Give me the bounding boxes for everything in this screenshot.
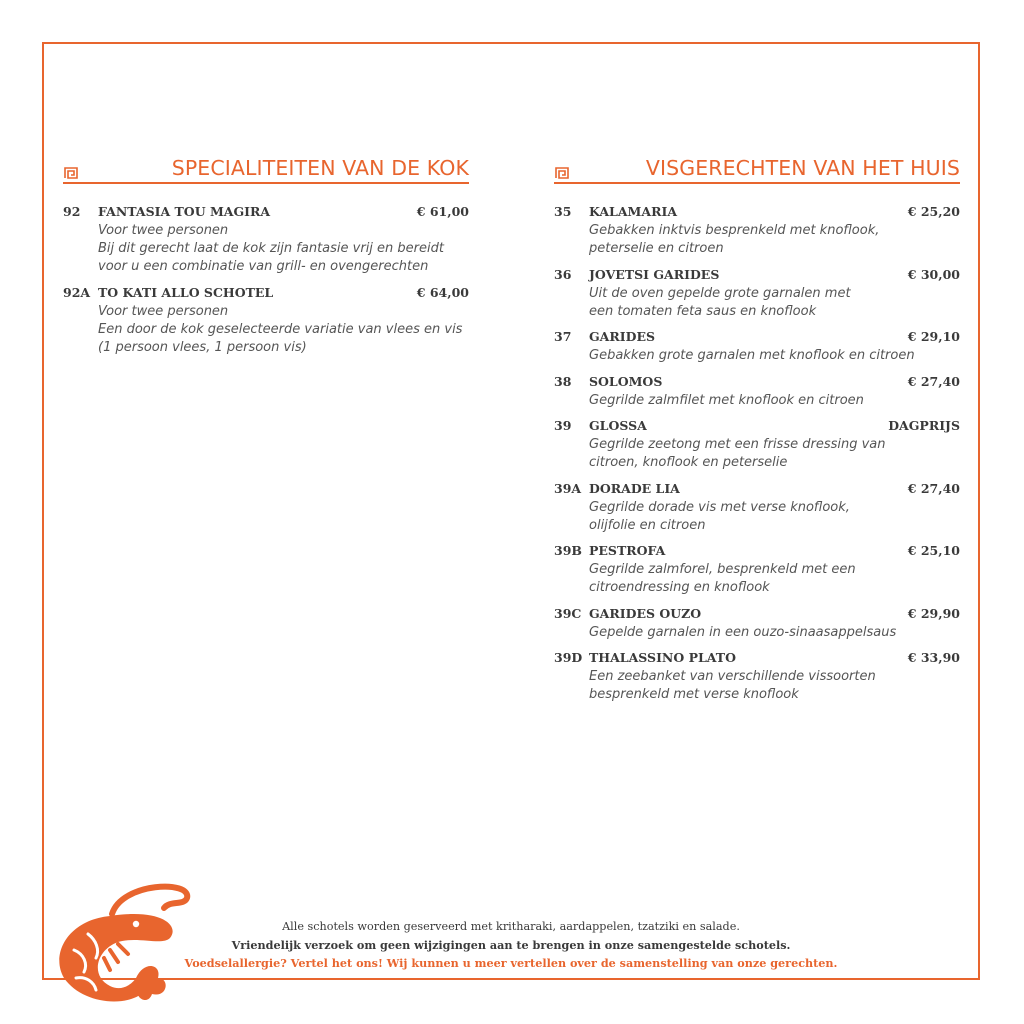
menu-item-header — [554, 329, 960, 347]
menu-item — [554, 606, 960, 642]
description-line: citroen, knoflook en peterselie — [589, 455, 788, 470]
menu-item-description — [589, 668, 960, 704]
menu-item-header — [554, 267, 960, 285]
menu-item-number: 39C — [554, 605, 582, 621]
menu-item — [554, 543, 960, 597]
menu-item-description — [589, 561, 960, 597]
menu-item-header — [554, 418, 960, 436]
description-line: Voor twee personen — [98, 303, 229, 319]
menu-item — [554, 481, 960, 535]
menu-item-number: 39B — [554, 543, 582, 558]
menu-item-name: KALAMARIA — [589, 204, 678, 219]
menu-item-header — [63, 204, 469, 222]
menu-item-name: GLOSSA — [589, 418, 647, 433]
menu-item-number: 37 — [554, 329, 572, 344]
greek-meander-icon — [64, 167, 78, 179]
menu-item-header — [554, 543, 960, 561]
menu-item-price: € 61,00 — [416, 204, 469, 219]
menu-item-number: 38 — [554, 373, 572, 389]
menu-footer — [42, 918, 980, 972]
menu-item-name: GARIDES — [589, 329, 656, 344]
menu-item-header — [554, 481, 960, 499]
section-header — [554, 148, 960, 184]
menu-item-description — [589, 285, 960, 321]
menu-item-name: SOLOMOS — [589, 373, 663, 389]
menu-item-price: € 25,10 — [907, 543, 960, 558]
menu-item-description — [589, 222, 960, 258]
description-line: Gepelde garnalen in een ouzo-sinaasappelsaus — [589, 624, 897, 640]
menu-item-price: € 29,10 — [907, 329, 960, 344]
menu-item-price: € 30,00 — [907, 266, 960, 282]
menu-item-description — [589, 392, 960, 410]
menu-item-header — [554, 606, 960, 624]
menu-item-price: € 27,40 — [907, 480, 960, 496]
menu-item-header — [554, 204, 960, 222]
visgerechten-section — [554, 148, 960, 713]
description-line: Gebakken grote garnalen met knoflook en citroen — [589, 348, 915, 363]
menu-item-name: GARIDES OUZO — [589, 605, 702, 621]
menu-item — [554, 374, 960, 410]
menu-item — [63, 204, 469, 276]
menu-item-description — [98, 303, 469, 357]
section-header — [63, 148, 469, 184]
menu-item-description — [98, 222, 469, 276]
menu-item — [554, 650, 960, 704]
menu-item — [554, 418, 960, 472]
menu-item-price: € 25,20 — [907, 204, 960, 219]
description-line: besprenkeld met verse knoflook — [589, 687, 799, 702]
menu-item-number: 39D — [554, 650, 583, 665]
description-line: peterselie en citroen — [589, 241, 724, 256]
menu-item — [63, 285, 469, 357]
menu-item-price: € 33,90 — [907, 650, 960, 665]
menu-item-name: THALASSINO PLATO — [589, 650, 736, 665]
description-line: Voor twee personen — [98, 223, 229, 238]
description-line: Gegrilde zalmfilet met knoflook en citroen — [589, 392, 864, 408]
menu-item-number: 92 — [63, 204, 81, 219]
menu-item-description — [589, 624, 960, 642]
description-line: Gegrilde dorade vis met verse knoflook, — [589, 499, 850, 515]
menu-item-header — [63, 285, 469, 303]
description-line: Bij dit gerecht laat de kok zijn fantasie vrij en bereidt — [98, 241, 444, 256]
greek-meander-icon — [555, 167, 569, 179]
menu-item-name: TO KATI ALLO SCHOTEL — [98, 284, 274, 300]
description-line: Een door de kok geselecteerde variatie van vlees en vis — [98, 321, 463, 337]
menu-item-name: FANTASIA TOU MAGIRA — [98, 204, 271, 219]
description-line: (1 persoon vlees, 1 persoon vis) — [98, 339, 307, 355]
menu-item-header — [554, 650, 960, 668]
menu-item-description — [589, 436, 960, 472]
menu-item-number: 36 — [554, 266, 572, 282]
menu-item-description — [589, 347, 960, 365]
footer-serving-note: Alle schotels worden geserveerd met kritharaki, aardappelen, tzatziki en salade. — [282, 920, 740, 933]
menu-item-price: € 64,00 — [416, 284, 469, 300]
description-line: Gebakken inktvis besprenkeld met knoflook, — [589, 223, 880, 238]
footer-allergy-note: Voedselallergie? Vertel het ons! Wij kunnen u meer vertellen over de samenstelling van onze gerechten. — [184, 956, 838, 970]
menu-items-list — [554, 204, 960, 704]
menu-item-header — [554, 374, 960, 392]
description-line: Uit de oven gepelde grote garnalen met — [589, 285, 851, 301]
menu-item-number: 39 — [554, 418, 572, 433]
description-line: olijfolie en citroen — [589, 517, 706, 533]
description-line: een tomaten feta saus en knoflook — [589, 303, 817, 319]
menu-item-price: € 29,90 — [907, 605, 960, 621]
menu-items-list — [63, 204, 469, 357]
description-line: Gegrilde zeetong met een frisse dressing van — [589, 437, 886, 452]
menu-item-number: 92A — [63, 284, 91, 300]
description-line: Gegrilde zalmforel, besprenkeld met een — [589, 562, 856, 577]
menu-item-name: JOVETSI GARIDES — [589, 266, 720, 282]
description-line: citroendressing en knoflook — [589, 580, 770, 595]
specialiteiten-section — [63, 148, 469, 365]
menu-item — [554, 204, 960, 258]
section-title: VISGERECHTEN VAN HET HUIS — [645, 156, 960, 180]
menu-item-name: DORADE LIA — [589, 480, 680, 496]
menu-item-number: 39A — [554, 480, 582, 496]
menu-item-description — [589, 499, 960, 535]
menu-item — [554, 267, 960, 321]
menu-item-name: PESTROFA — [589, 543, 666, 558]
menu-item — [554, 329, 960, 365]
section-title: SPECIALITEITEN VAN DE KOK — [171, 156, 469, 180]
menu-item-price: DAGPRIJS — [888, 418, 960, 433]
menu-item-number: 35 — [554, 204, 572, 219]
description-line: voor u een combinatie van grill- en ovengerechten — [98, 259, 429, 274]
menu-item-price: € 27,40 — [907, 373, 960, 389]
footer-no-changes-note: Vriendelijk verzoek om geen wijzigingen aan te brengen in onze samengestelde schotels. — [231, 938, 791, 952]
description-line: Een zeebanket van verschillende vissoorten — [589, 669, 876, 684]
